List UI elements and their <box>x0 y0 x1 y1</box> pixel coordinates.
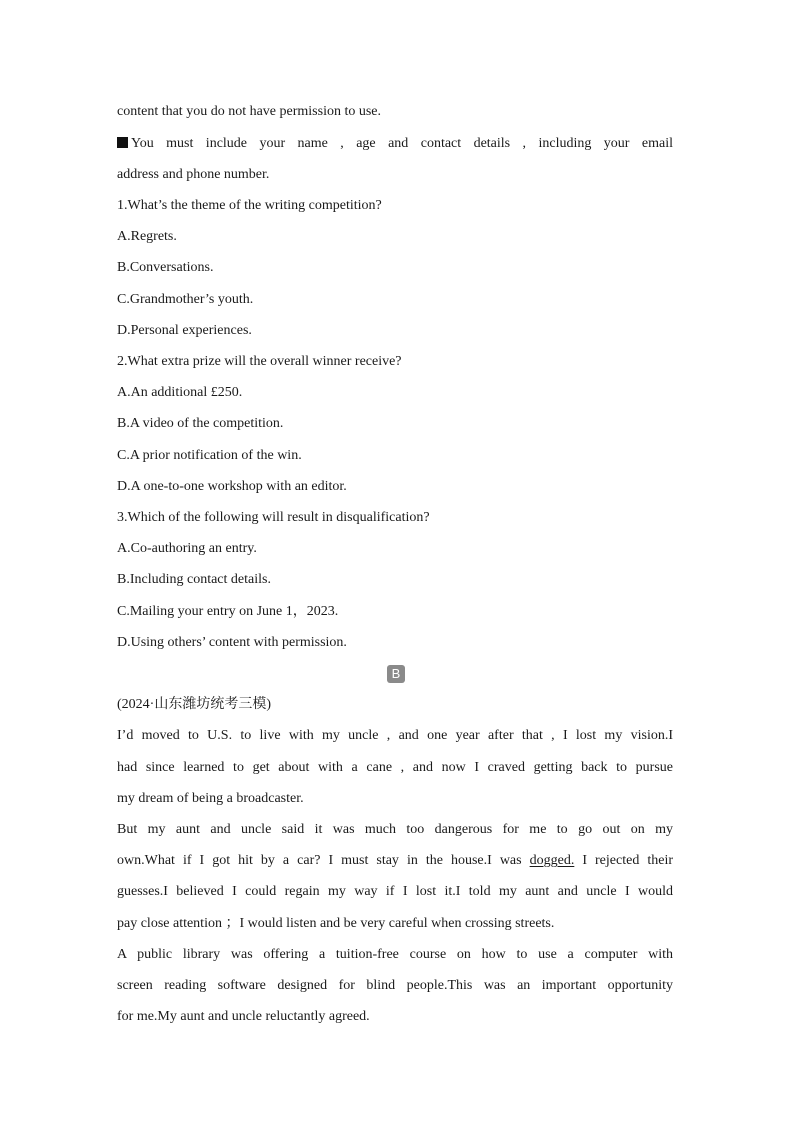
question-1-option-d: D.Personal experiences. <box>117 323 252 338</box>
underlined-word-dogged: dogged. <box>529 853 575 868</box>
passage-b-p1-line1: I’d moved to U.S. to live with my uncle , and one year after that , I lost my vision.I <box>117 728 673 743</box>
passage-b-p3-line1: A public library was offering a tuition-free course on how to use a computer with <box>117 947 673 962</box>
question-2-option-b: B.A video of the competition. <box>117 416 284 431</box>
section-b-source: (2024·山东潍坊统考三模) <box>117 697 271 712</box>
question-2-stem: 2.What extra prize will the overall winner receive? <box>117 354 402 369</box>
question-2-option-d: D.A one-to-one workshop with an editor. <box>117 479 347 494</box>
rule-text: You must include your name , age and contact details , including your email <box>131 136 673 151</box>
question-1-option-c: C.Grandmother’s youth. <box>117 292 254 307</box>
passage-b-p2-line4: pay close attention ；I would listen and be very careful when crossing streets. <box>117 916 555 931</box>
passage-a-last-line: content that you do not have permission to use. <box>117 104 382 119</box>
passage-b-p2-line2 <box>117 852 673 870</box>
passage-b-p3-line3: for me.My aunt and uncle reluctantly agreed. <box>117 1009 370 1024</box>
section-b-badge: B <box>387 665 405 683</box>
question-2-option-a: A.An additional £250. <box>117 385 243 400</box>
rule-bullet-line <box>117 135 673 153</box>
question-1-option-a: A.Regrets. <box>117 229 177 244</box>
question-2-option-c: C.A prior notification of the win. <box>117 448 302 463</box>
question-3-option-d: D.Using others’ content with permission. <box>117 635 347 650</box>
rule-continuation: address and phone number. <box>117 167 270 182</box>
question-3-stem: 3.Which of the following will result in disqualification? <box>117 510 430 525</box>
passage-b-p2-line1: But my aunt and uncle said it was much too dangerous for me to go out on my <box>117 822 673 837</box>
p2-line2-start: own.What if I got hit by a car? I must stay in the house.I was <box>117 853 530 868</box>
passage-b-p1-line3: my dream of being a broadcaster. <box>117 791 304 806</box>
passage-b-p3-line2: screen reading software designed for blind people.This was an important opportunity <box>117 978 673 993</box>
passage-b-p1-line2: had since learned to get about with a cane , and now I craved getting back to pursue <box>117 760 673 775</box>
question-1-option-b: B.Conversations. <box>117 260 214 275</box>
square-bullet-icon <box>117 137 128 148</box>
question-3-option-b: B.Including contact details. <box>117 572 271 587</box>
question-3-option-c: C.Mailing your entry on June 1，2023. <box>117 604 339 619</box>
p2-line2-end: I rejected their <box>574 853 673 868</box>
passage-b-p2-line3: guesses.I believed I could regain my way if I lost it.I told my aunt and uncle I would <box>117 884 673 899</box>
question-3-option-a: A.Co-authoring an entry. <box>117 541 257 556</box>
question-1-stem: 1.What’s the theme of the writing competition? <box>117 198 382 213</box>
